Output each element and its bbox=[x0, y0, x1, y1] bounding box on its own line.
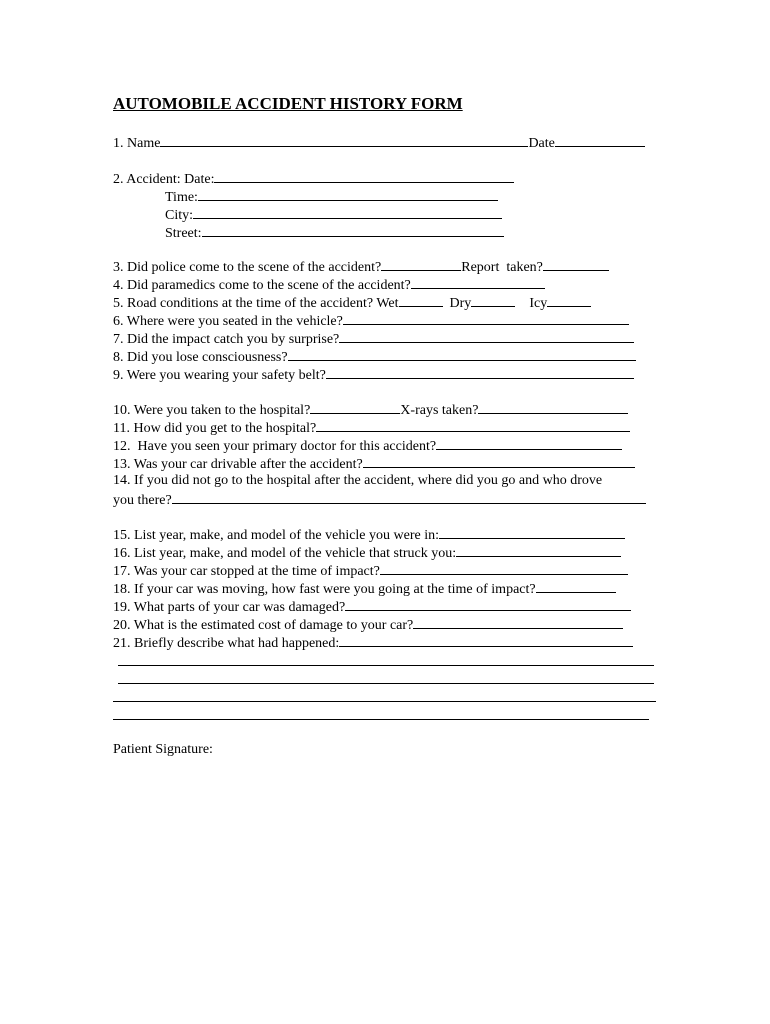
accident-city-label: City: bbox=[165, 208, 194, 223]
question-hospital-transport bbox=[113, 418, 630, 438]
question-drivable bbox=[113, 454, 635, 474]
question-describe bbox=[113, 633, 633, 653]
name-label: 1. Name bbox=[113, 136, 161, 151]
hospital-label: 10. Were you taken to the hospital? bbox=[113, 403, 311, 418]
date-field[interactable] bbox=[555, 133, 645, 147]
speed-label: 18. If your car was moving, how fast were you going at the time of impact? bbox=[113, 582, 536, 597]
consciousness-label: 8. Did you lose consciousness? bbox=[113, 350, 288, 365]
patient-signature bbox=[113, 741, 213, 759]
question-road-conditions bbox=[113, 293, 591, 313]
accident-city-field[interactable] bbox=[193, 205, 502, 219]
question-accident-time bbox=[165, 187, 498, 207]
hospital-transport-field[interactable] bbox=[316, 418, 630, 432]
xray-label: X-rays taken? bbox=[400, 403, 479, 418]
damage-cost-field[interactable] bbox=[413, 615, 623, 629]
describe-line-2[interactable] bbox=[118, 683, 654, 684]
question-paramedics bbox=[113, 275, 545, 295]
describe-label: 21. Briefly describe what had happened: bbox=[113, 636, 340, 651]
name-field[interactable] bbox=[160, 133, 528, 147]
question-where-did-you-go-cont bbox=[113, 490, 646, 510]
seat-label: 6. Where were you seated in the vehicle? bbox=[113, 314, 343, 329]
question-hospital bbox=[113, 400, 628, 420]
police-field[interactable] bbox=[381, 257, 461, 271]
where-did-you-go-label-cont: you there? bbox=[113, 493, 172, 508]
police-label: 3. Did police come to the scene of the accident? bbox=[113, 260, 382, 275]
icy-label: Icy bbox=[529, 296, 548, 311]
accident-date-label: 2. Accident: Date: bbox=[113, 172, 215, 187]
where-did-you-go-field[interactable] bbox=[172, 490, 646, 504]
safety-belt-field[interactable] bbox=[326, 365, 634, 379]
question-vehicle-struck bbox=[113, 543, 621, 563]
accident-date-field[interactable] bbox=[214, 169, 514, 183]
damage-cost-label: 20. What is the estimated cost of damage to your car? bbox=[113, 618, 414, 633]
road-conditions-label: 5. Road conditions at the time of the accident? Wet bbox=[113, 296, 399, 311]
question-accident-street bbox=[165, 223, 504, 243]
surprise-label: 7. Did the impact catch you by surprise? bbox=[113, 332, 340, 347]
vehicle-struck-field[interactable] bbox=[456, 543, 621, 557]
safety-belt-label: 9. Were you wearing your safety belt? bbox=[113, 368, 326, 383]
primary-doctor-label: 12. Have you seen your primary doctor for this accident? bbox=[113, 439, 437, 454]
car-stopped-field[interactable] bbox=[380, 561, 628, 575]
vehicle-in-field[interactable] bbox=[439, 525, 625, 539]
speed-field[interactable] bbox=[536, 579, 616, 593]
question-accident-city bbox=[165, 205, 502, 225]
describe-line-4[interactable] bbox=[113, 719, 649, 720]
question-seat bbox=[113, 311, 629, 331]
question-speed bbox=[113, 579, 616, 599]
describe-line-3[interactable] bbox=[113, 701, 656, 702]
surprise-field[interactable] bbox=[339, 329, 634, 343]
wet-field[interactable] bbox=[399, 293, 443, 307]
damaged-parts-field[interactable] bbox=[345, 597, 631, 611]
question-police bbox=[113, 257, 609, 277]
accident-time-label: Time: bbox=[165, 190, 198, 205]
dry-label: Dry bbox=[449, 296, 472, 311]
question-primary-doctor bbox=[113, 436, 622, 456]
question-vehicle-in bbox=[113, 525, 625, 545]
question-safety-belt bbox=[113, 365, 634, 385]
question-name bbox=[113, 133, 645, 153]
damaged-parts-label: 19. What parts of your car was damaged? bbox=[113, 600, 346, 615]
question-where-did-you-go bbox=[113, 472, 602, 490]
icy-field[interactable] bbox=[547, 293, 591, 307]
drivable-label: 13. Was your car drivable after the accident? bbox=[113, 457, 363, 472]
report-taken-label: Report taken? bbox=[461, 260, 543, 275]
describe-line-1[interactable] bbox=[118, 665, 654, 666]
seat-field[interactable] bbox=[343, 311, 629, 325]
question-accident-date bbox=[113, 169, 514, 189]
xray-field[interactable] bbox=[478, 400, 628, 414]
consciousness-field[interactable] bbox=[288, 347, 636, 361]
question-damage-cost bbox=[113, 615, 623, 635]
question-consciousness bbox=[113, 347, 636, 367]
vehicle-in-label: 15. List year, make, and model of the vehicle you were in: bbox=[113, 528, 439, 543]
paramedics-field[interactable] bbox=[411, 275, 545, 289]
primary-doctor-field[interactable] bbox=[436, 436, 622, 450]
drivable-field[interactable] bbox=[363, 454, 635, 468]
paramedics-label: 4. Did paramedics come to the scene of the accident? bbox=[113, 278, 411, 293]
where-did-you-go-label: 14. If you did not go to the hospital after the accident, where did you go and who drove bbox=[113, 473, 603, 488]
date-label: Date bbox=[528, 136, 555, 151]
hospital-field[interactable] bbox=[310, 400, 400, 414]
question-damaged-parts bbox=[113, 597, 631, 617]
accident-street-field[interactable] bbox=[202, 223, 504, 237]
vehicle-struck-label: 16. List year, make, and model of the vehicle that struck you: bbox=[113, 546, 457, 561]
describe-field[interactable] bbox=[339, 633, 633, 647]
hospital-transport-label: 11. How did you get to the hospital? bbox=[113, 421, 317, 436]
report-taken-field[interactable] bbox=[543, 257, 609, 271]
dry-field[interactable] bbox=[471, 293, 515, 307]
patient-signature-label: Patient Signature: bbox=[113, 742, 213, 757]
accident-time-field[interactable] bbox=[198, 187, 498, 201]
car-stopped-label: 17. Was your car stopped at the time of impact? bbox=[113, 564, 380, 579]
question-surprise bbox=[113, 329, 634, 349]
question-car-stopped bbox=[113, 561, 628, 581]
accident-street-label: Street: bbox=[165, 226, 202, 241]
form-title: AUTOMOBILE ACCIDENT HISTORY FORM bbox=[113, 94, 463, 113]
